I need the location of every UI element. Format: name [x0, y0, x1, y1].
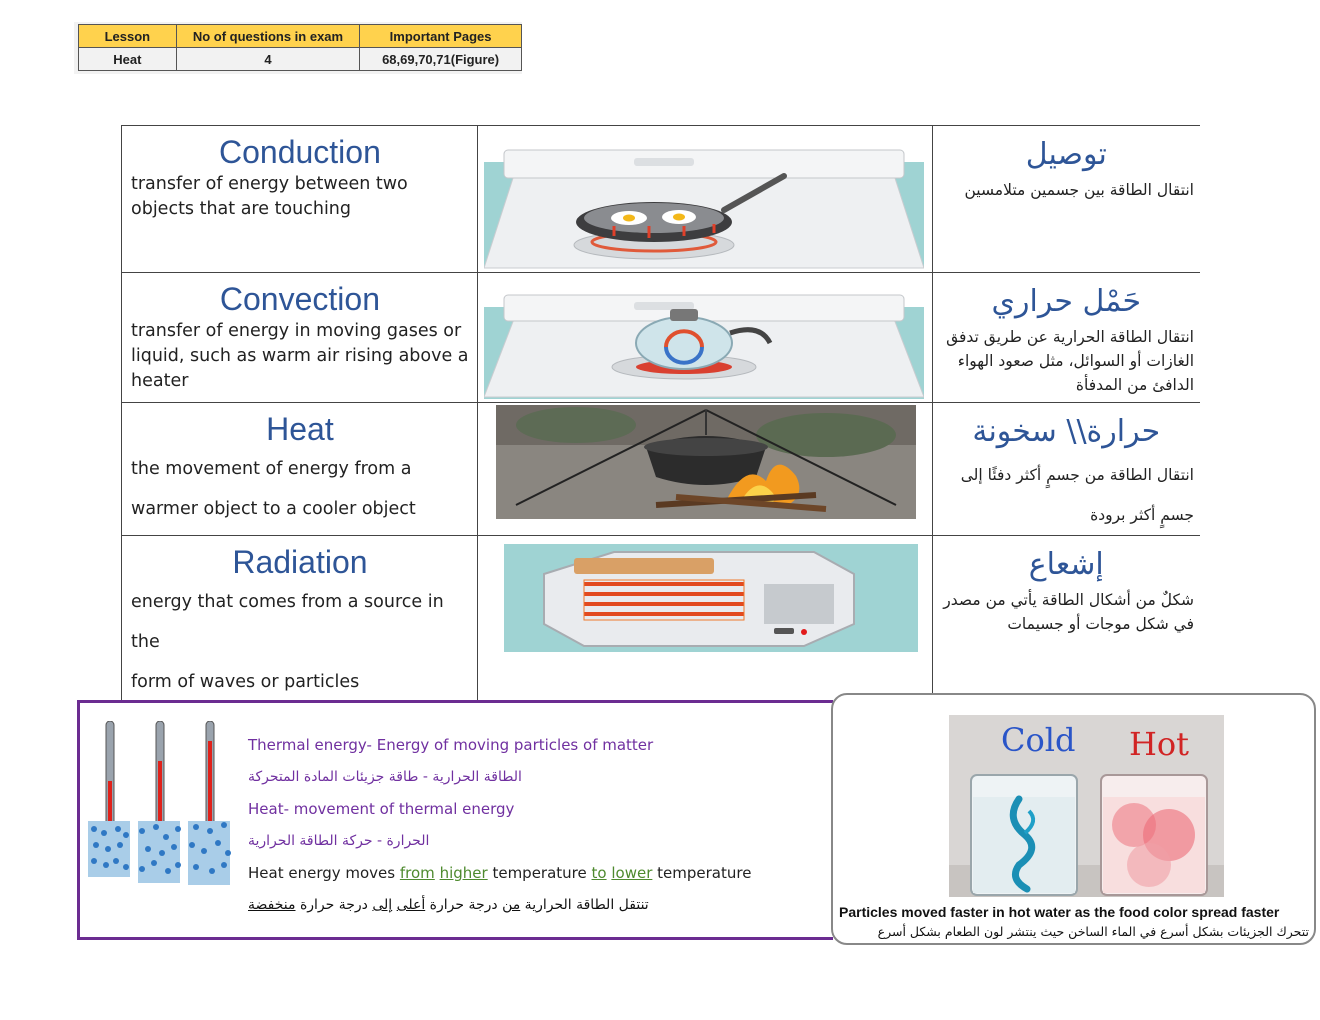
keyword-to: to [591, 864, 607, 882]
campfire-pot-icon [496, 405, 916, 519]
concept-ar-cell [932, 273, 1200, 403]
concept-en-cell [122, 536, 478, 703]
summary-header-lesson: Lesson [79, 25, 177, 48]
toaster-icon [504, 544, 918, 652]
concept-definition-line: the movement of energy from a [131, 459, 412, 479]
concept-definition-line: form of waves or particles [131, 672, 360, 692]
concept-term: Conduction [218, 134, 381, 170]
concept-row-heat [122, 403, 1201, 536]
frying-pan-on-stove-icon [484, 130, 924, 270]
summary-questions: 4 [176, 48, 359, 71]
keyword-to-ar: إلى [372, 897, 393, 913]
keyword-from-ar: من [502, 897, 521, 913]
concept-ar-definition-line: انتقال الطاقة من جسمٍ أكثر دفئًا إلى [960, 466, 1194, 484]
concept-ar-term: توصيل [1025, 137, 1107, 172]
concept-image-cell [477, 126, 932, 273]
concept-definition-line: energy that comes from a source in the [131, 592, 444, 652]
statement-text-ar: درجة حرارة [295, 897, 373, 913]
concept-ar-definition-line: جسمٍ أكثر برودة [1090, 506, 1194, 524]
concept-image-cell [477, 403, 932, 536]
thermal-text-block [248, 729, 808, 921]
concept-ar-cell [932, 403, 1200, 536]
concept-row-convection [122, 273, 1201, 403]
concept-definition-line: warmer object to a cooler object [131, 499, 416, 519]
thermometer-icon [86, 721, 134, 889]
summary-lesson: Heat [79, 48, 177, 71]
summary-table [78, 24, 522, 71]
concept-image-cell [477, 273, 932, 403]
hot-label: Hot [1129, 725, 1190, 763]
concept-term: Convection [219, 281, 380, 317]
heat-direction-statement [248, 857, 808, 889]
concept-ar-term: حرارة\\ سخونة [972, 414, 1161, 449]
heat-definition-ar: الحرارة - حركة الطاقة الحرارية [248, 833, 430, 849]
thermal-energy-definition: Thermal energy- Energy of moving particles of matter [248, 736, 654, 754]
concept-en-cell [122, 126, 478, 273]
statement-text: Heat energy moves [248, 864, 400, 882]
concept-row-conduction [122, 126, 1201, 273]
keyword-higher: higher [439, 864, 488, 882]
thermal-energy-box [77, 700, 833, 940]
summary-table-box [74, 22, 522, 74]
concept-ar-definition: انتقال الطاقة الحرارية عن طريق تدفق الغازات أو السوائل، مثل صعود الهواء الدافئ من المدفأة [946, 328, 1194, 394]
summary-pages: 68,69,70,71(Figure) [360, 48, 522, 71]
summary-header-pages: Important Pages [360, 25, 522, 48]
heat-definition: Heat- movement of thermal energy [248, 800, 515, 818]
concept-en-cell [122, 273, 478, 403]
heat-direction-statement-ar [248, 889, 808, 921]
thermal-energy-definition-ar: الطاقة الحرارية - طاقة جزيئات المادة المتحركة [248, 769, 522, 785]
concept-row-radiation [122, 536, 1201, 703]
concept-ar-cell [932, 126, 1200, 273]
thermometer-icon [186, 721, 234, 889]
concepts-table [121, 125, 1200, 703]
statement-text: temperature [652, 864, 752, 882]
statement-text-ar: تنتقل الطاقة الحرارية [520, 897, 649, 913]
experiment-caption-ar: تتحرك الجزيئات بشكل أسرع في الماء الساخن حيث ينتشر لون الطعام بشكل أسرع [877, 924, 1309, 939]
experiment-caption: Particles moved faster in hot water as the food color spread faster [839, 904, 1280, 920]
concept-term: Heat [266, 411, 334, 447]
summary-header-questions: No of questions in exam [176, 25, 359, 48]
cold-hot-beakers-photo [949, 715, 1224, 897]
summary-header-row [79, 25, 522, 48]
boiling-kettle-on-stove-icon [484, 277, 924, 399]
cold-label: Cold [1001, 721, 1076, 759]
concept-ar-cell [932, 536, 1200, 703]
statement-text-ar: درجة حرارة [425, 897, 503, 913]
thermometer-icon [136, 721, 184, 889]
concept-term: Radiation [232, 544, 368, 580]
summary-data-row [79, 48, 522, 71]
concept-definition: transfer of energy between two objects that are touching [131, 174, 408, 219]
concept-image-cell [477, 536, 932, 703]
concept-en-cell [122, 403, 478, 536]
cold-hot-experiment-box [831, 693, 1316, 945]
statement-text: temperature [487, 864, 592, 882]
keyword-from: from [399, 864, 435, 882]
keyword-lower-ar: منخفضة [248, 897, 296, 913]
keyword-higher-ar: أعلى [396, 897, 426, 913]
concept-ar-definition: انتقال الطاقة بين جسمين متلامسين [964, 181, 1194, 199]
concept-ar-term: إشعاع [1028, 547, 1104, 582]
keyword-lower: lower [611, 864, 653, 882]
concept-definition: transfer of energy in moving gases or liquid, such as warm air rising above a heater [131, 321, 469, 391]
concept-ar-term: حَمْل حراري [991, 284, 1142, 319]
concept-ar-definition: شكلٌ من أشكال الطاقة يأتي من مصدر في شكل موجات أو جسيمات [943, 591, 1194, 633]
